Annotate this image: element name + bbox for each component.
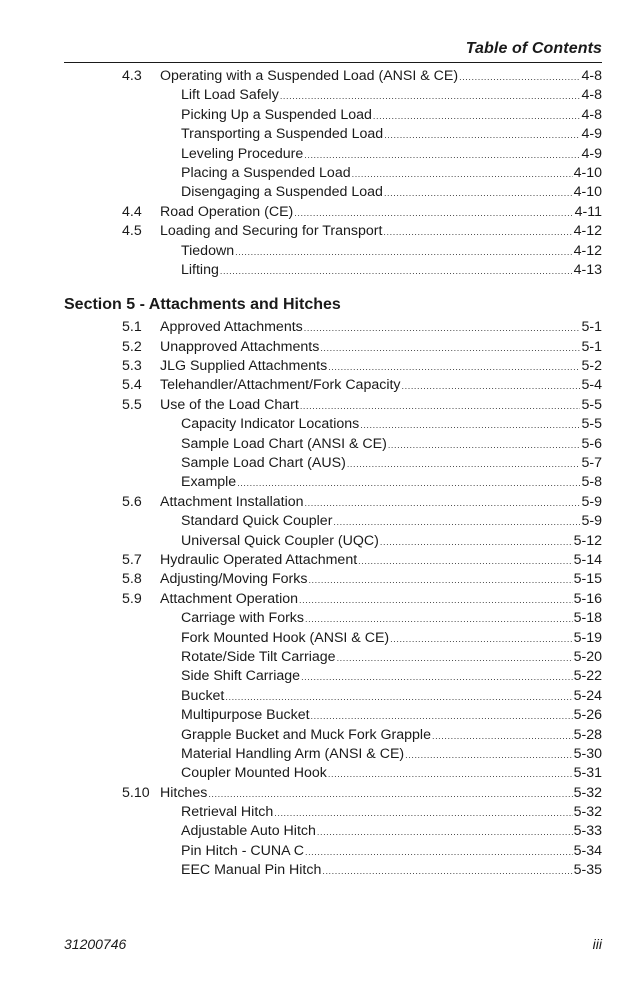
dot-leader (384, 184, 573, 203)
toc-entry-line (160, 551, 602, 571)
toc-entry-title: Telehandler/Attachment/Fork Capacity (160, 377, 401, 394)
toc-entry[interactable] (64, 338, 602, 357)
toc-entry-number: 5.4 (122, 377, 142, 394)
toc-entry-page: 5-6 (581, 435, 602, 452)
toc-entry-line (181, 512, 602, 532)
toc-entry-title: Lift Load Safely (181, 87, 279, 104)
toc-entry-number: 5.7 (122, 551, 142, 568)
toc-entry-title: Loading and Securing for Transport (160, 223, 383, 240)
toc-entry-number: 5.2 (122, 338, 142, 355)
toc-entry-line (181, 473, 602, 493)
toc-entry[interactable] (64, 86, 602, 105)
toc-entry-line (181, 745, 602, 765)
toc-part-section5 (64, 318, 602, 880)
toc-entry-page: 4-9 (581, 126, 602, 143)
toc-entry-page: 5-9 (581, 493, 602, 510)
toc-entry[interactable] (64, 629, 602, 648)
toc-entry[interactable] (64, 822, 602, 841)
dot-leader (360, 416, 580, 435)
toc-entry-title: Attachment Operation (160, 590, 299, 607)
toc-entry[interactable] (64, 609, 602, 628)
dot-leader (347, 455, 581, 474)
toc-entry[interactable] (64, 357, 602, 376)
toc-entry-title: Adjustable Auto Hitch (181, 823, 316, 840)
toc-entry-page: 5-30 (573, 745, 602, 762)
toc-entry-title: Placing a Suspended Load (181, 164, 351, 181)
dot-leader (358, 552, 572, 571)
toc-entry-page: 4-13 (573, 261, 602, 278)
toc-entry-page: 5-14 (573, 551, 602, 568)
toc-entry-page: 5-24 (573, 687, 602, 704)
toc-entry-title: Retrieval Hitch (181, 804, 274, 821)
toc-entry-line (181, 435, 602, 455)
toc-entry[interactable] (64, 318, 602, 337)
toc-entry-title: Pin Hitch - CUNA C (181, 842, 304, 859)
dot-leader (352, 165, 573, 184)
dot-leader (220, 262, 573, 281)
toc-entry-line (181, 667, 602, 687)
toc-entry-page: 5-22 (573, 668, 602, 685)
toc-entry-line (181, 164, 602, 184)
dot-leader (388, 436, 581, 455)
toc-entry-page: 5-18 (573, 610, 602, 627)
toc-entry-number: 5.5 (122, 396, 142, 413)
toc-entry-title: Use of the Load Chart (160, 396, 299, 413)
dot-leader (304, 146, 580, 165)
toc-entry-title: Bucket (181, 687, 225, 704)
toc-entry-page: 5-1 (581, 338, 602, 355)
toc-entry-title: Material Handling Arm (ANSI & CE) (181, 745, 405, 762)
toc-entry[interactable] (64, 261, 602, 280)
toc-entry-line (160, 203, 602, 223)
toc-entry-title: Sample Load Chart (ANSI & CE) (181, 435, 387, 452)
toc-entry-page: 5-26 (573, 707, 602, 724)
toc-entry-page: 5-33 (573, 823, 602, 840)
dot-leader (237, 474, 580, 493)
toc-entry-title: Tiedown (181, 242, 235, 259)
dot-leader (274, 804, 572, 823)
toc-entry[interactable] (64, 454, 602, 473)
toc-entry-page: 5-15 (573, 571, 602, 588)
toc-entry[interactable] (64, 376, 602, 395)
dot-leader (300, 397, 581, 416)
dot-leader (383, 223, 572, 242)
toc-entry-title: EEC Manual Pin Hitch (181, 862, 322, 879)
toc-entry[interactable] (64, 551, 602, 570)
toc-entry-line (181, 261, 602, 281)
toc-entry-page: 5-28 (573, 726, 602, 743)
toc-entry[interactable] (64, 473, 602, 492)
toc-entry-title: Transporting a Suspended Load (181, 126, 384, 143)
toc-entry[interactable] (64, 726, 602, 745)
toc-entry[interactable] (64, 764, 602, 783)
toc-entry-line (181, 629, 602, 649)
toc-entry-line (181, 726, 602, 746)
dot-leader (225, 688, 572, 707)
dot-leader (384, 126, 580, 145)
toc-entry-number: 5.3 (122, 358, 142, 375)
toc-entry-page: 5-16 (573, 590, 602, 607)
dot-leader (317, 823, 573, 842)
toc-entry-line (160, 396, 602, 416)
toc-entry-title: Road Operation (CE) (160, 203, 294, 220)
toc-entry[interactable] (64, 242, 602, 261)
toc-entry-number: 5.6 (122, 493, 142, 510)
toc-entry-line (181, 706, 602, 726)
toc-entry-line (160, 590, 602, 610)
toc-entry[interactable] (64, 570, 602, 589)
toc-entry-line (181, 822, 602, 842)
toc-entry[interactable] (64, 706, 602, 725)
toc-entry-number: 4.3 (122, 68, 142, 84)
toc-entry[interactable] (64, 842, 602, 861)
dot-leader (208, 785, 572, 804)
toc-entry-line (181, 609, 602, 629)
dot-leader (459, 68, 580, 87)
toc-entry[interactable] (64, 415, 602, 434)
toc-entry-title: Disengaging a Suspended Load (181, 184, 383, 201)
dot-leader (301, 668, 573, 687)
header-rule (64, 62, 602, 63)
toc-entry-number: 5.8 (122, 571, 142, 588)
toc-entry-number: 5.10 (122, 784, 150, 801)
toc-entry-line (181, 764, 602, 784)
toc-entry-title: Leveling Procedure (181, 145, 304, 162)
toc-entry[interactable] (64, 648, 602, 667)
toc-entry-title: Adjusting/Moving Forks (160, 571, 308, 588)
toc-entry-line (160, 570, 602, 590)
toc-entry-page: 4-8 (581, 87, 602, 104)
toc-entry-page: 5-2 (581, 358, 602, 375)
dot-leader (322, 862, 572, 881)
toc-entry-page: 4-10 (573, 164, 602, 181)
toc-entry-title: Picking Up a Suspended Load (181, 106, 372, 123)
toc-entry-title: Attachment Installation (160, 493, 304, 510)
toc-entry-line (181, 415, 602, 435)
toc-entry-title: Example (181, 474, 237, 491)
dot-leader (390, 630, 572, 649)
toc-entry-title: Grapple Bucket and Muck Fork Grapple (181, 726, 431, 743)
dot-leader (305, 843, 573, 862)
toc-entry[interactable] (64, 590, 602, 609)
dot-leader (294, 204, 573, 223)
dot-leader (235, 243, 572, 262)
toc-entry-title: Carriage with Forks (181, 610, 304, 627)
toc-entry-number: 4.5 (122, 223, 142, 240)
toc-entry-line (181, 454, 602, 474)
toc-entry[interactable] (64, 145, 602, 164)
toc-entry[interactable] (64, 667, 602, 686)
toc-entry[interactable] (64, 493, 602, 512)
toc-entry-page: 5-19 (573, 629, 602, 646)
toc-entry-page: 4-8 (581, 106, 602, 123)
toc-entry-title: JLG Supplied Attachments (160, 358, 328, 375)
toc-entry-title: Hydraulic Operated Attachment (160, 551, 358, 568)
dot-leader (304, 319, 581, 338)
toc-entry-page: 4-8 (581, 68, 602, 84)
table-of-contents (64, 67, 602, 881)
toc-entry-line (160, 318, 602, 338)
toc-entry-line (160, 784, 602, 804)
toc-entry-line (181, 861, 602, 881)
dot-leader (432, 727, 573, 746)
toc-entry-page: 4-9 (581, 145, 602, 162)
toc-entry-title: Side Shift Carriage (181, 668, 301, 685)
toc-part-section4 (64, 67, 602, 280)
toc-entry-page: 5-5 (581, 396, 602, 413)
toc-entry-page: 5-20 (573, 648, 602, 665)
toc-entry[interactable] (64, 803, 602, 822)
toc-entry-page: 4-12 (573, 223, 602, 240)
toc-entry-page: 5-1 (581, 319, 602, 336)
toc-entry[interactable] (64, 106, 602, 125)
dot-leader (337, 649, 573, 668)
dot-leader (299, 591, 573, 610)
toc-entry-title: Rotate/Side Tilt Carriage (181, 648, 336, 665)
dot-leader (280, 87, 581, 106)
dot-leader (380, 533, 573, 552)
toc-entry[interactable] (64, 203, 602, 222)
toc-entry-page: 5-4 (581, 377, 602, 394)
toc-entry-number: 5.9 (122, 590, 142, 607)
toc-entry[interactable] (64, 183, 602, 202)
toc-entry-page: 5-7 (581, 455, 602, 472)
toc-entry-line (160, 338, 602, 358)
page-header-title: Table of Contents (465, 40, 602, 57)
toc-entry-line (181, 145, 602, 165)
toc-entry[interactable] (64, 222, 602, 241)
toc-entry-line (160, 493, 602, 513)
toc-entry-page: 5-8 (581, 474, 602, 491)
toc-entry-page: 5-35 (573, 862, 602, 879)
toc-entry[interactable] (64, 125, 602, 144)
toc-entry-title: Sample Load Chart (AUS) (181, 455, 346, 472)
dot-leader (405, 746, 572, 765)
toc-entry[interactable] (64, 861, 602, 880)
toc-entry-title: Multipurpose Bucket (181, 707, 310, 724)
toc-entry-title: Fork Mounted Hook (ANSI & CE) (181, 629, 390, 646)
toc-entry-page: 5-32 (573, 804, 602, 821)
toc-entry-line (181, 687, 602, 707)
toc-entry-page: 4-12 (573, 242, 602, 259)
toc-entry[interactable] (64, 784, 602, 803)
toc-entry-number: 4.4 (122, 203, 142, 220)
toc-entry-line (181, 125, 602, 145)
toc-entry-title: Standard Quick Coupler (181, 513, 333, 530)
toc-entry-line (181, 183, 602, 203)
dot-leader (311, 707, 573, 726)
toc-entry[interactable] (64, 164, 602, 183)
toc-entry-title: Operating with a Suspended Load (ANSI & CE) (160, 68, 459, 84)
toc-entry-page: 5-34 (573, 842, 602, 859)
dot-leader (305, 494, 581, 513)
toc-entry-title: Approved Attachments (160, 319, 303, 336)
toc-entry-line (181, 648, 602, 668)
toc-entry[interactable] (64, 745, 602, 764)
footer-doc-number: 31200746 (64, 936, 127, 952)
toc-entry[interactable] (64, 435, 602, 454)
toc-entry-page: 5-31 (573, 765, 602, 782)
footer-page-number: iii (592, 936, 602, 952)
toc-entry-page: 5-12 (573, 532, 602, 549)
dot-leader (373, 107, 581, 126)
toc-entry-title: Capacity Indicator Locations (181, 416, 360, 433)
toc-entry-title: Hitches (160, 784, 208, 801)
dot-leader (305, 610, 573, 629)
toc-entry[interactable] (64, 396, 602, 415)
toc-entry-line (160, 67, 602, 87)
toc-entry-page: 5-32 (573, 784, 602, 801)
toc-entry-line (181, 803, 602, 823)
toc-entry-line (160, 376, 602, 396)
toc-entry-page: 4-10 (573, 184, 602, 201)
toc-entry[interactable] (64, 532, 602, 551)
toc-entry-page: 5-5 (581, 416, 602, 433)
dot-leader (328, 765, 573, 784)
toc-entry-line (181, 242, 602, 262)
toc-entry-title: Lifting (181, 261, 219, 278)
toc-entry-line (160, 357, 602, 377)
toc-entry-line (181, 86, 602, 106)
toc-entry-page: 4-11 (574, 203, 602, 220)
dot-leader (402, 377, 581, 396)
toc-entry-title: Universal Quick Coupler (UQC) (181, 532, 379, 549)
dot-leader (320, 339, 580, 358)
toc-entry-page: 5-9 (581, 513, 602, 530)
dot-leader (308, 571, 572, 590)
toc-entry-number: 5.1 (122, 319, 142, 336)
toc-entry-line (181, 842, 602, 862)
toc-entry-line (181, 106, 602, 126)
dot-leader (328, 358, 580, 377)
toc-entry[interactable] (64, 687, 602, 706)
toc-entry[interactable] (64, 512, 602, 531)
toc-entry-title: Unapproved Attachments (160, 338, 320, 355)
toc-entry-line (160, 222, 602, 242)
toc-entry-title: Coupler Mounted Hook (181, 765, 327, 782)
section-heading[interactable]: Section 5 - Attachments and Hitches (64, 296, 341, 314)
toc-entry[interactable] (64, 67, 602, 86)
toc-entry-line (181, 532, 602, 552)
dot-leader (333, 513, 580, 532)
